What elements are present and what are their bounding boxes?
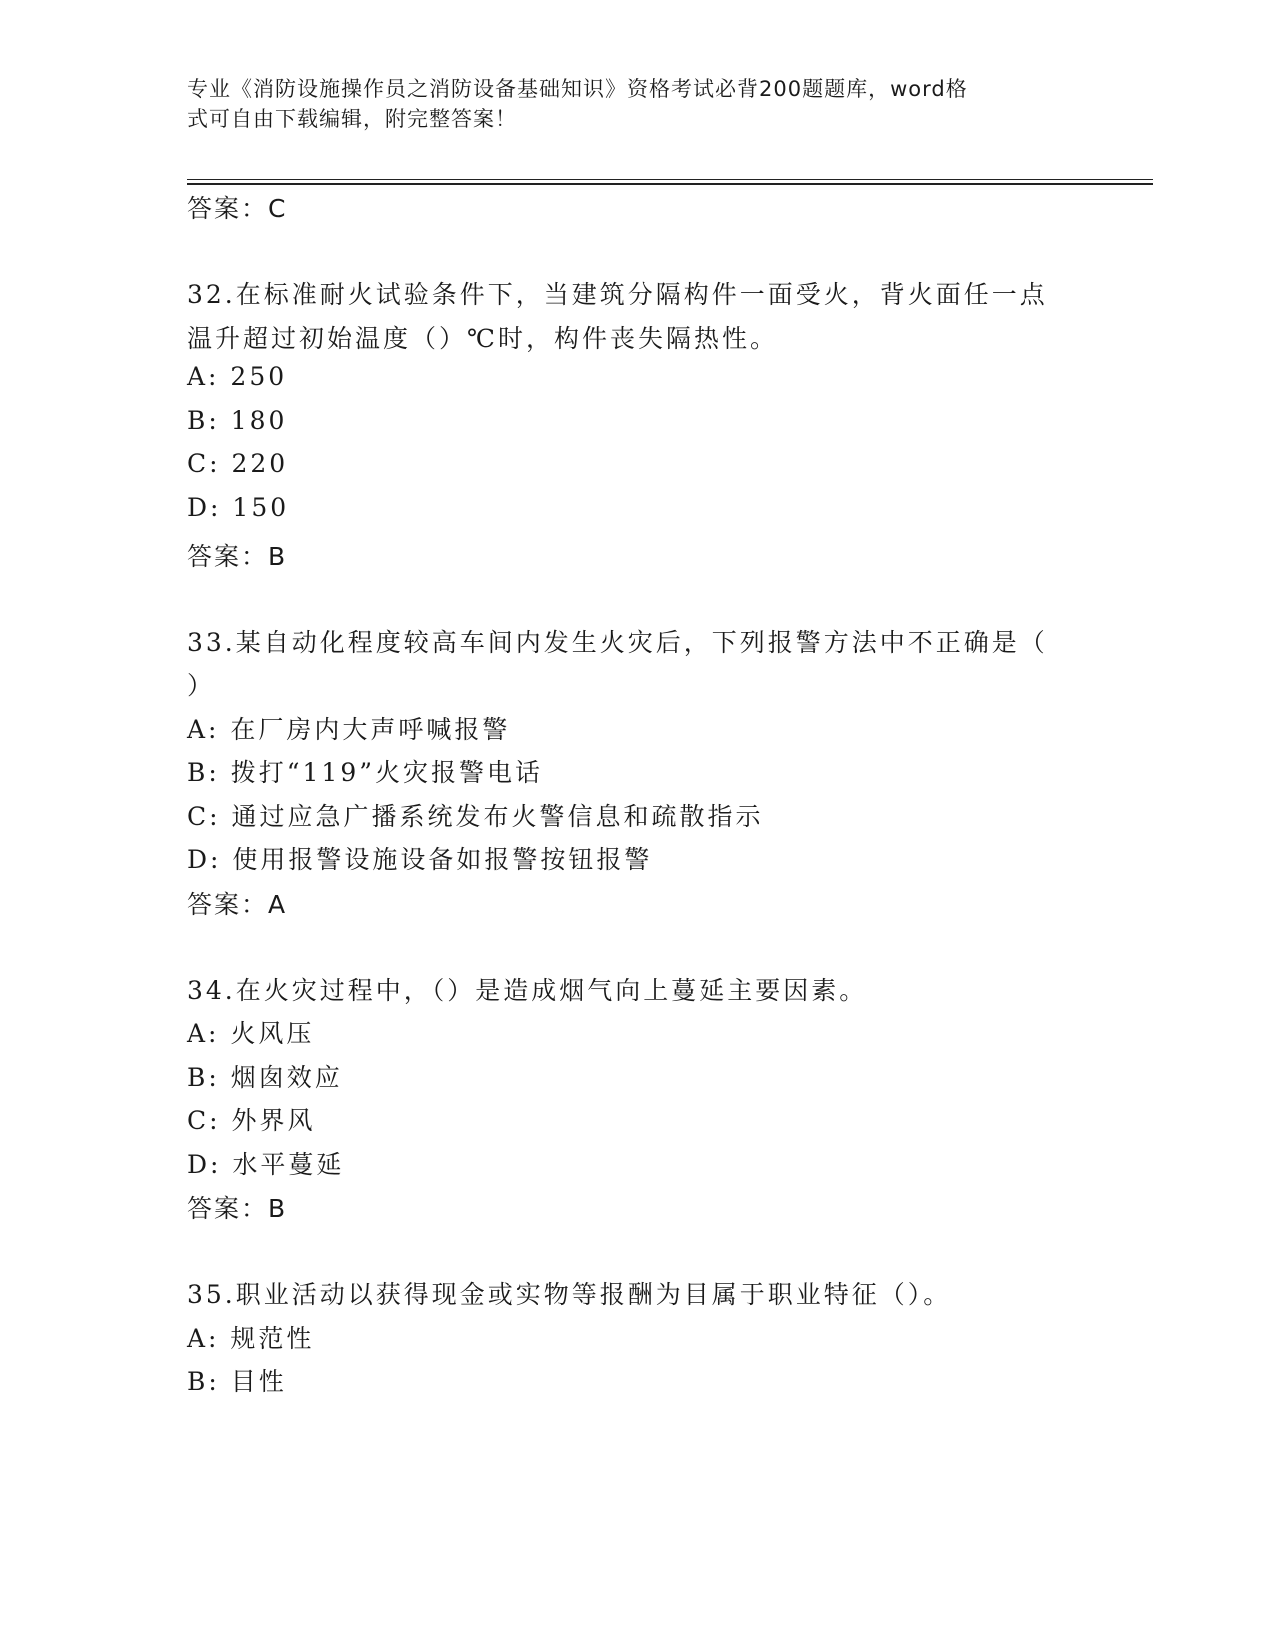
question-34-stem-line-1: 34.在火灾过程中，（）是造成烟气向上蔓延主要因素。 [187,976,868,1005]
question-34-option-a: A: 火风压 [187,1019,315,1048]
question-35-option-a: A: 规范性 [187,1324,315,1353]
answer-32: 答案：B [187,542,288,571]
header-divider-thin [187,179,1153,180]
header-line-1: 专业《消防设施操作员之消防设备基础知识》资格考试必背200题题库，word格 [187,77,968,101]
question-32-stem-line-1: 32.在标准耐火试验条件下，当建筑分隔构件一面受火，背火面任一点 [187,280,1048,309]
question-32-option-d: D: 150 [187,493,290,522]
question-33-stem-line-1: 33.某自动化程度较高车间内发生火灾后，下列报警方法中不正确是（ [187,628,1048,657]
document-header [187,74,1067,134]
question-33-option-b: B: 拨打“119”火灾报警电话 [187,758,544,787]
question-34-option-c: C: 外界风 [187,1106,316,1135]
question-33-stem-line-2: ） [187,671,216,700]
question-33-option-c: C: 通过应急广播系统发布火警信息和疏散指示 [187,802,764,831]
question-35-option-b: B: 目性 [187,1367,287,1396]
question-32-stem-line-2: 温升超过初始温度（）℃时，构件丧失隔热性。 [187,324,778,353]
header-divider-thick [187,183,1153,185]
question-32-option-a: A: 250 [187,362,288,391]
question-34-option-d: D: 水平蔓延 [187,1150,345,1179]
answer-31: 答案：C [187,194,288,223]
question-33-option-d: D: 使用报警设施设备如报警按钮报警 [187,845,653,874]
header-line-2: 式可自由下载编辑，附完整答案！ [187,107,517,131]
question-32-option-b: B: 180 [187,406,288,435]
question-35-stem-line-1: 35.职业活动以获得现金或实物等报酬为目属于职业特征（）。 [187,1280,952,1309]
question-33-option-a: A: 在厂房内大声呼喊报警 [187,715,511,744]
answer-34: 答案：B [187,1194,288,1223]
question-34-option-b: B: 烟囱效应 [187,1063,343,1092]
question-32-option-c: C: 220 [187,449,289,478]
answer-33: 答案：A [187,890,288,919]
